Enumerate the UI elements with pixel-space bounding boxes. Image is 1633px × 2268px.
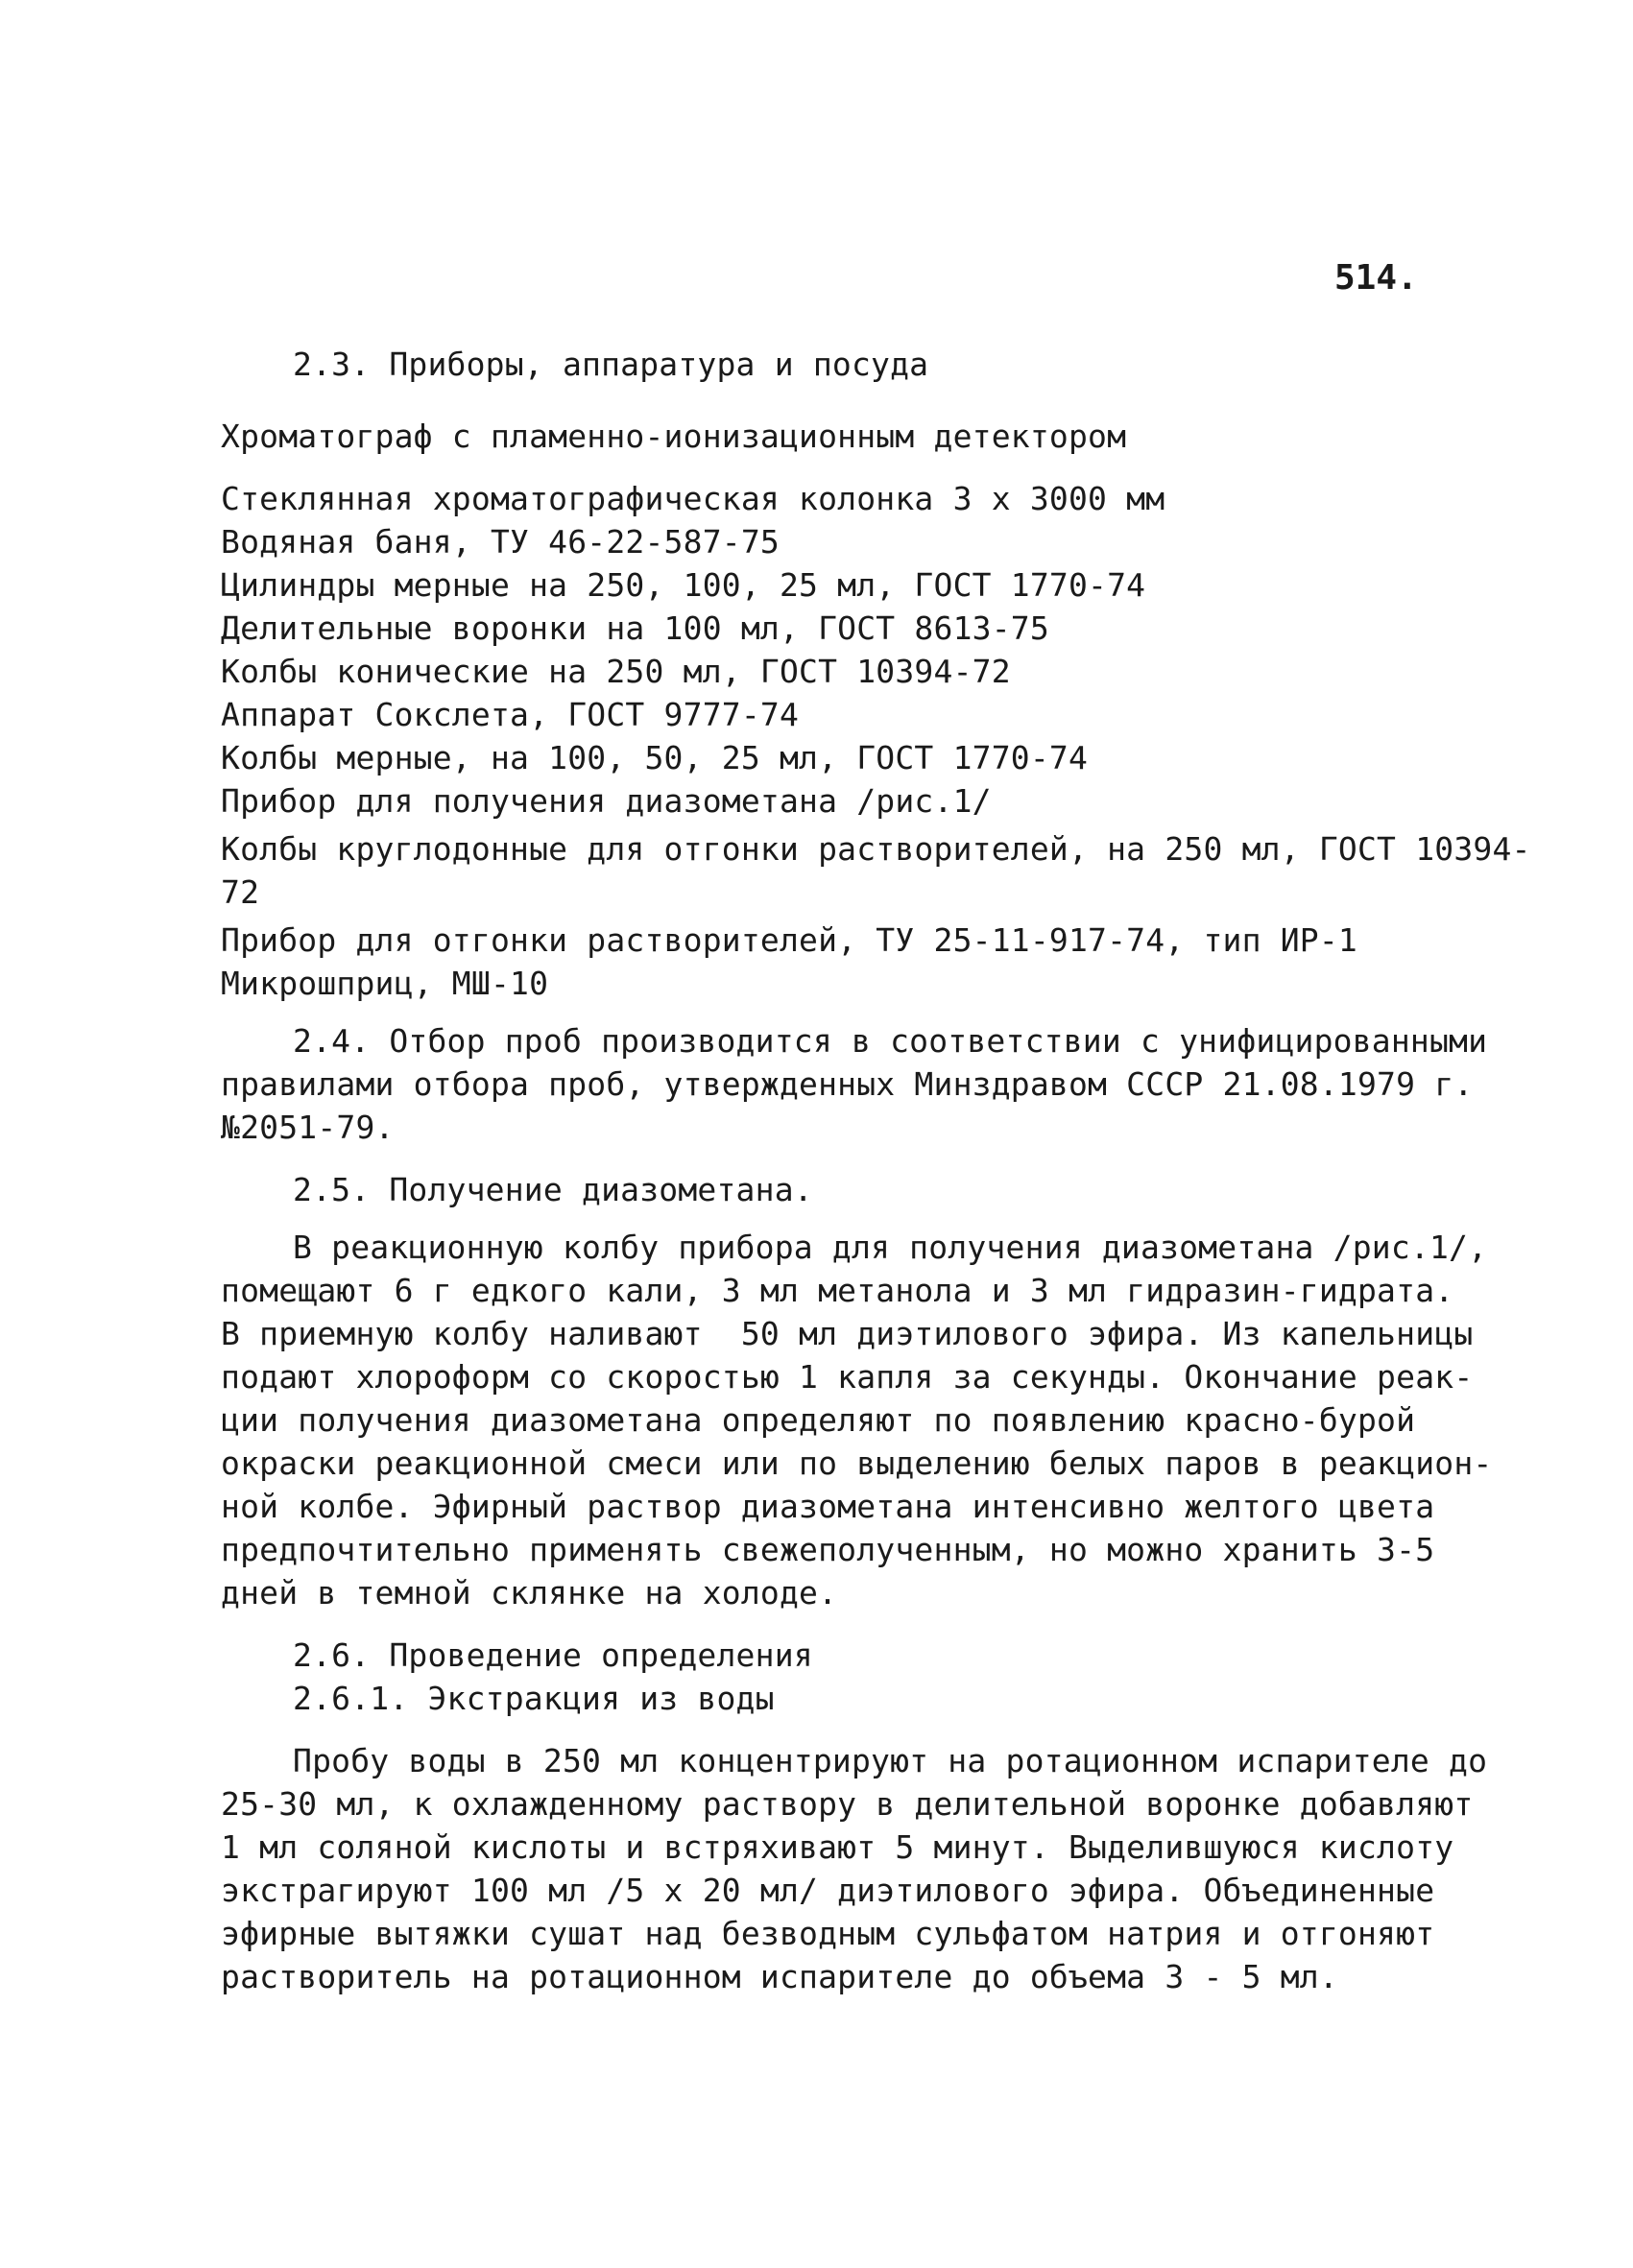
paragraph-line: дней в темной склянке на холоде.: [221, 1574, 838, 1611]
paragraph-line: В реакционную колбу прибора для получения диазометана /рис.1/,: [293, 1229, 1488, 1266]
subsection-heading-2-6-1: 2.6.1. Экстракция из воды: [293, 1680, 775, 1717]
page-number: 514.: [1334, 258, 1418, 298]
equipment-item: Микрошприц, МШ-10: [221, 965, 549, 1002]
equipment-item: Хроматограф с пламенно-ионизационным детектором: [221, 418, 1127, 455]
paragraph-line: помещают 6 г едкого кали, 3 мл метанола и 3 мл гидразин-гидрата.: [221, 1272, 1454, 1309]
paragraph-line: ной колбе. Эфирный раствор диазометана интенсивно желтого цвета: [221, 1488, 1435, 1525]
paragraph-line: №2051-79.: [221, 1109, 395, 1146]
equipment-item: Водяная баня, ТУ 46-22-587-75: [221, 523, 780, 561]
paragraph-line: эфирные вытяжки сушат над безводным сульфатом натрия и отгоняют: [221, 1915, 1435, 1952]
paragraph-line: правилами отбора проб, утвержденных Минздравом СССР 21.08.1979 г.: [221, 1065, 1474, 1103]
paragraph-line: подают хлороформ со скоростью 1 капля за секунды. Окончание реак-: [221, 1358, 1474, 1396]
paragraph-line: экстрагируют 100 мл /5 х 20 мл/ диэтилового эфира. Объединенные: [221, 1872, 1435, 1909]
paragraph-line: ции получения диазометана определяют по появлению красно-бурой: [221, 1401, 1416, 1439]
equipment-item: Стеклянная хроматографическая колонка 3 х 3000 мм: [221, 480, 1165, 517]
paragraph-line: предпочтительно применять свежеполученным, но можно хранить 3-5: [221, 1531, 1435, 1568]
paragraph-line: 1 мл соляной кислоты и встряхивают 5 минут. Выделившуюся кислоту: [221, 1828, 1454, 1866]
section-heading-2-5: 2.5. Получение диазометана.: [293, 1171, 813, 1208]
paragraph-line: Пробу воды в 250 мл концентрируют на ротационном испарителе до: [293, 1742, 1488, 1779]
paragraph-line: растворитель на ротационном испарителе до объема 3 - 5 мл.: [221, 1958, 1338, 1995]
paragraph-line: 25-30 мл, к охлажденному раствору в делительной воронке добавляют: [221, 1785, 1474, 1823]
equipment-item: Колбы конические на 250 мл, ГОСТ 10394-72: [221, 653, 1011, 690]
paragraph-line: В приемную колбу наливают 50 мл диэтилового эфира. Из капельницы: [221, 1315, 1474, 1352]
paragraph-line: 2.4. Отбор проб производится в соответствии с унифицированными: [293, 1022, 1488, 1060]
equipment-item: Колбы мерные, на 100, 50, 25 мл, ГОСТ 1770-74: [221, 739, 1089, 776]
equipment-item: Прибор для отгонки растворителей, ТУ 25-11-917-74, тип ИР-1: [221, 921, 1357, 959]
paragraph-line: окраски реакционной смеси или по выделению белых паров в реакцион-: [221, 1444, 1493, 1482]
section-heading-2-6: 2.6. Проведение определения: [293, 1636, 813, 1674]
equipment-item: Прибор для получения диазометана /рис.1/: [221, 782, 992, 820]
section-heading-2-3: 2.3. Приборы, аппаратура и посуда: [293, 346, 929, 383]
equipment-item: Цилиндры мерные на 250, 100, 25 мл, ГОСТ 1770-74: [221, 566, 1146, 604]
equipment-item: Делительные воронки на 100 мл, ГОСТ 8613-75: [221, 609, 1049, 647]
equipment-item: Аппарат Сокслета, ГОСТ 9777-74: [221, 696, 800, 733]
equipment-item: 72: [221, 873, 260, 911]
equipment-item: Колбы круглодонные для отгонки растворителей, на 250 мл, ГОСТ 10394-: [221, 830, 1531, 868]
